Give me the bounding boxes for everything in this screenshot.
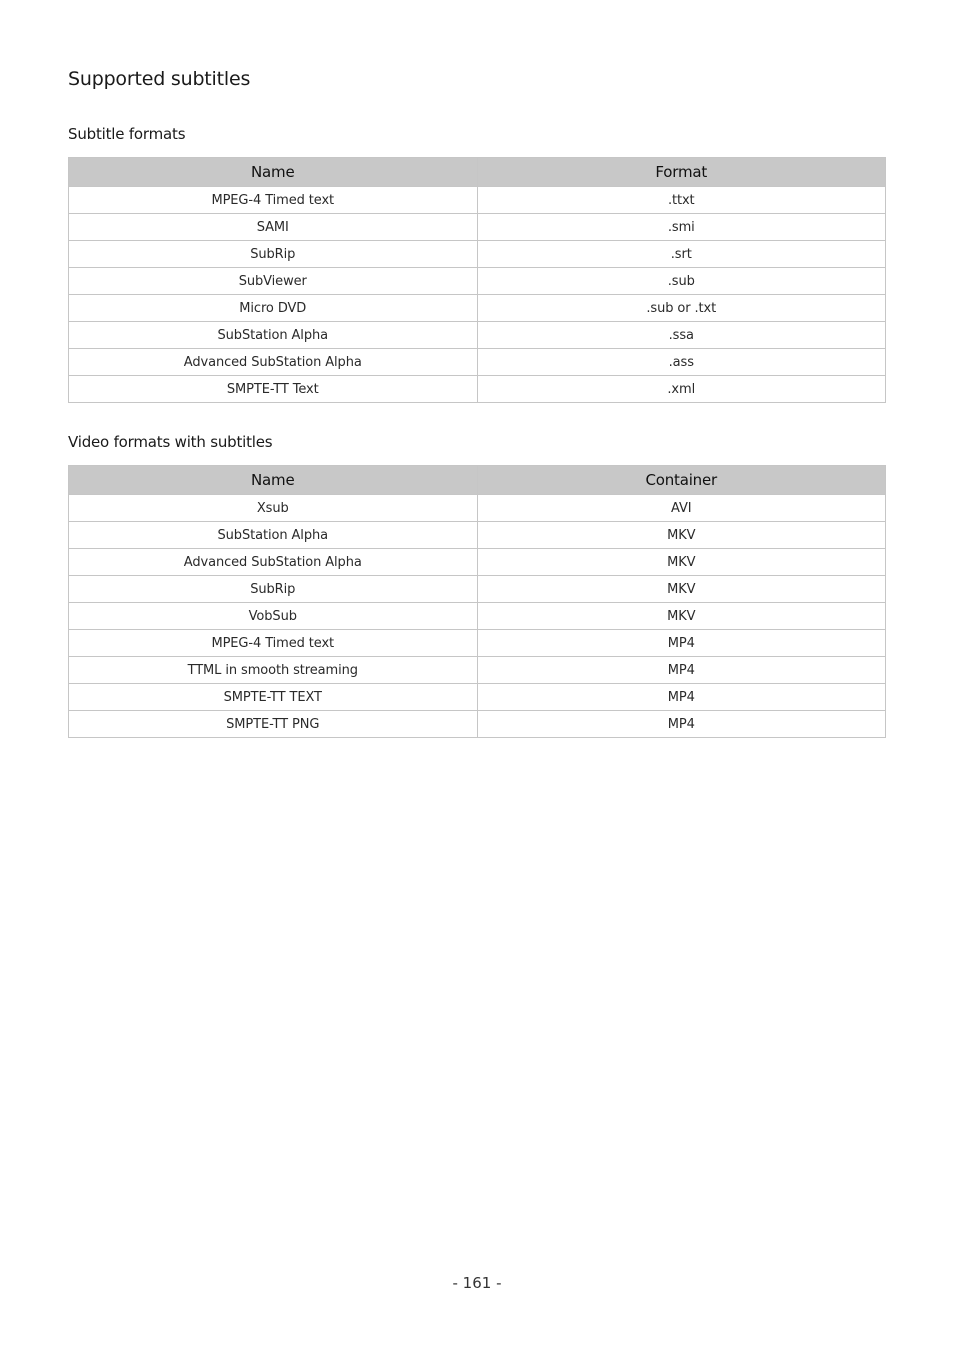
cell-container: MP4 [477, 630, 886, 657]
cell-format: .srt [477, 241, 886, 268]
column-header-container: Container [477, 466, 886, 495]
cell-name: SAMI [69, 214, 478, 241]
table-row [69, 576, 886, 603]
table-row [69, 241, 886, 268]
cell-format: .ssa [477, 322, 886, 349]
cell-container: AVI [477, 495, 886, 522]
cell-name: SubStation Alpha [69, 322, 478, 349]
table-row [69, 630, 886, 657]
cell-name: SMPTE-TT Text [69, 376, 478, 403]
column-header-format: Format [477, 158, 886, 187]
cell-container: MKV [477, 522, 886, 549]
cell-name: TTML in smooth streaming [69, 657, 478, 684]
table-row [69, 214, 886, 241]
cell-format: .ttxt [477, 187, 886, 214]
section-title-video-formats: Video formats with subtitles [68, 433, 273, 451]
cell-name: Xsub [69, 495, 478, 522]
page-title: Supported subtitles [68, 68, 251, 90]
video-formats-table [68, 465, 886, 738]
cell-format: .ass [477, 349, 886, 376]
column-header-name: Name [69, 158, 478, 187]
table-row [69, 684, 886, 711]
table-row [69, 657, 886, 684]
cell-name: VobSub [69, 603, 478, 630]
section-title-subtitle-formats: Subtitle formats [68, 125, 186, 143]
table-row [69, 187, 886, 214]
table-row [69, 522, 886, 549]
cell-container: MKV [477, 603, 886, 630]
subtitle-formats-table [68, 157, 886, 403]
cell-container: MP4 [477, 684, 886, 711]
cell-container: MKV [477, 576, 886, 603]
table-row [69, 349, 886, 376]
cell-format: .smi [477, 214, 886, 241]
cell-name: SMPTE-TT PNG [69, 711, 478, 738]
table-row [69, 603, 886, 630]
table-row [69, 322, 886, 349]
table-header-row [69, 466, 886, 495]
cell-format: .sub [477, 268, 886, 295]
cell-name: Advanced SubStation Alpha [69, 349, 478, 376]
cell-name: MPEG-4 Timed text [69, 630, 478, 657]
cell-name: SubStation Alpha [69, 522, 478, 549]
table-row [69, 495, 886, 522]
table-row [69, 295, 886, 322]
table-row [69, 711, 886, 738]
cell-name: MPEG-4 Timed text [69, 187, 478, 214]
column-header-name: Name [69, 466, 478, 495]
table-row [69, 268, 886, 295]
cell-container: MKV [477, 549, 886, 576]
cell-container: MP4 [477, 657, 886, 684]
cell-format: .sub or .txt [477, 295, 886, 322]
cell-name: SubViewer [69, 268, 478, 295]
table-header-row [69, 158, 886, 187]
cell-name: SMPTE-TT TEXT [69, 684, 478, 711]
cell-name: SubRip [69, 241, 478, 268]
table-row [69, 376, 886, 403]
page-number: - 161 - [452, 1274, 502, 1292]
cell-name: SubRip [69, 576, 478, 603]
cell-container: MP4 [477, 711, 886, 738]
cell-name: Micro DVD [69, 295, 478, 322]
table-row [69, 549, 886, 576]
cell-name: Advanced SubStation Alpha [69, 549, 478, 576]
cell-format: .xml [477, 376, 886, 403]
